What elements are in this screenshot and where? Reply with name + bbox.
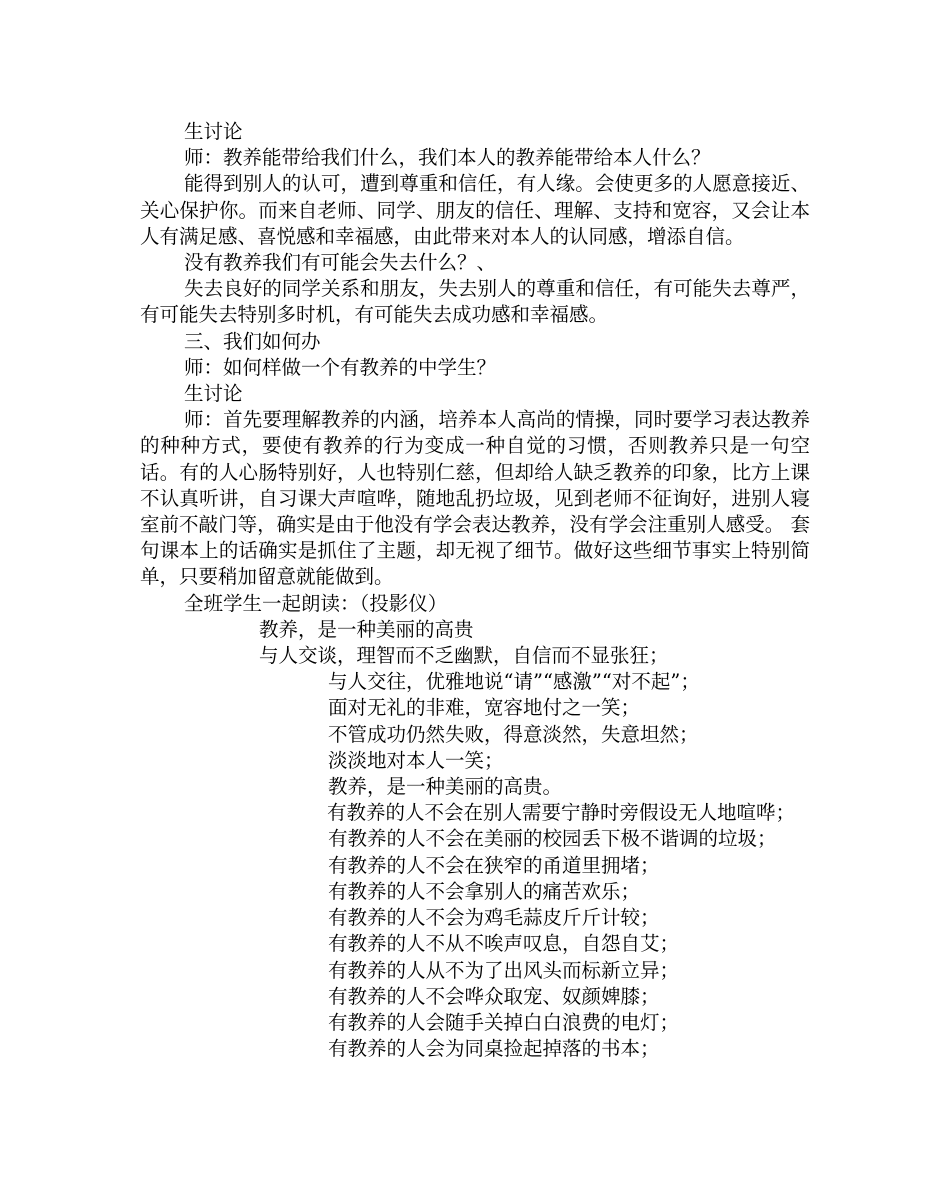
paragraph: 师：如何样做一个有教养的中学生？	[184, 355, 497, 379]
poem-list-item: 有教养的人会为同桌捡起掉落的书本；	[328, 1037, 660, 1061]
poem-line: 与人交往，优雅地说“请”“感激”“对不起”；	[328, 670, 700, 694]
paragraph: 师：首先要理解教养的内涵，培养本人高尚的情操，同时要学习表达教养的种种方式，要使有教养的行为变成一种自觉的习惯，否则教养只是一句空话。有的人心肠特别好，人也特别仁慈，但却给人缺乏教养的印象，比方上课不认真听讲，自习课大声喧哗，随地乱扔垃圾，见到老师不征询好，进别人寝室前不敲门等，确实是由于他没有学会表达教养，没有学会注重别人感受。 套句课本上的话确实是抓住了主题，却无视了细节。做好这些细节事实上特别简单，只要稍加留意就能做到。	[140, 408, 810, 589]
paragraph: 师：教养能带给我们什么，我们本人的教养能带给本人什么？	[184, 146, 711, 170]
paragraph: 没有教养我们有可能会失去什么？、	[184, 251, 497, 275]
poem-line: 面对无礼的非难，宽容地付之一笑；	[328, 696, 641, 720]
paragraph: 失去良好的同学关系和朋友，失去别人的尊重和信任，有可能失去尊严，有可能失去特别多时机，有可能失去成功感和幸福感。	[140, 277, 810, 327]
poem-list-item: 有教养的人不会拿别人的痛苦欢乐；	[328, 879, 641, 903]
poem-line: 教养，是一种美丽的高贵。	[328, 775, 563, 799]
poem-line: 淡淡地对本人一笑；	[328, 748, 504, 772]
poem-line-wrapped: 有教养的人不会在别人需要宁静时旁假设无人地喧哗；	[327, 801, 796, 825]
section-heading: 三、我们如何办	[184, 329, 321, 353]
poem-list-item: 有教养的人不从不唉声叹息，自怨自艾；	[328, 932, 680, 956]
poem-list-item: 有教养的人会随手关掉白白浪费的电灯；	[328, 1010, 680, 1034]
paragraph: 能得到别人的认可，遭到尊重和信任，有人缘。会使更多的人愿意接近、关心保护你。而来自老师、同学、朋友的信任、理解、支持和宽容，又会让本人有满足感、喜悦感和幸福感，由此带来对本人的认同感，增添自信。	[140, 172, 810, 248]
poem-list-item: 有教养的人不会为鸡毛蒜皮斤斤计较；	[328, 906, 660, 930]
poem-line: 不管成功仍然失败，得意淡然，失意坦然；	[328, 722, 699, 746]
poem-intro-line: 与人交谈，理智而不乏幽默，自信而不显张狂；	[259, 644, 669, 668]
paragraph: 生讨论	[184, 382, 243, 406]
poem-list-item: 有教养的人不会哗众取宠、奴颜婢膝；	[328, 984, 660, 1008]
poem-intro-line: 教养，是一种美丽的高贵	[259, 617, 474, 641]
poem-list-item: 有教养的人不会在美丽的校园丢下极不谐调的垃圾；	[328, 827, 777, 851]
poem-list-item: 有教养的人不会在狭窄的甬道里拥堵；	[328, 853, 660, 877]
document-body	[140, 119, 810, 1062]
poem-list-item: 有教养的人从不为了出风头而标新立异；	[328, 958, 680, 982]
paragraph: 生讨论	[184, 120, 243, 143]
paragraph: 全班学生一起朗读：（投影仪）	[184, 591, 448, 615]
